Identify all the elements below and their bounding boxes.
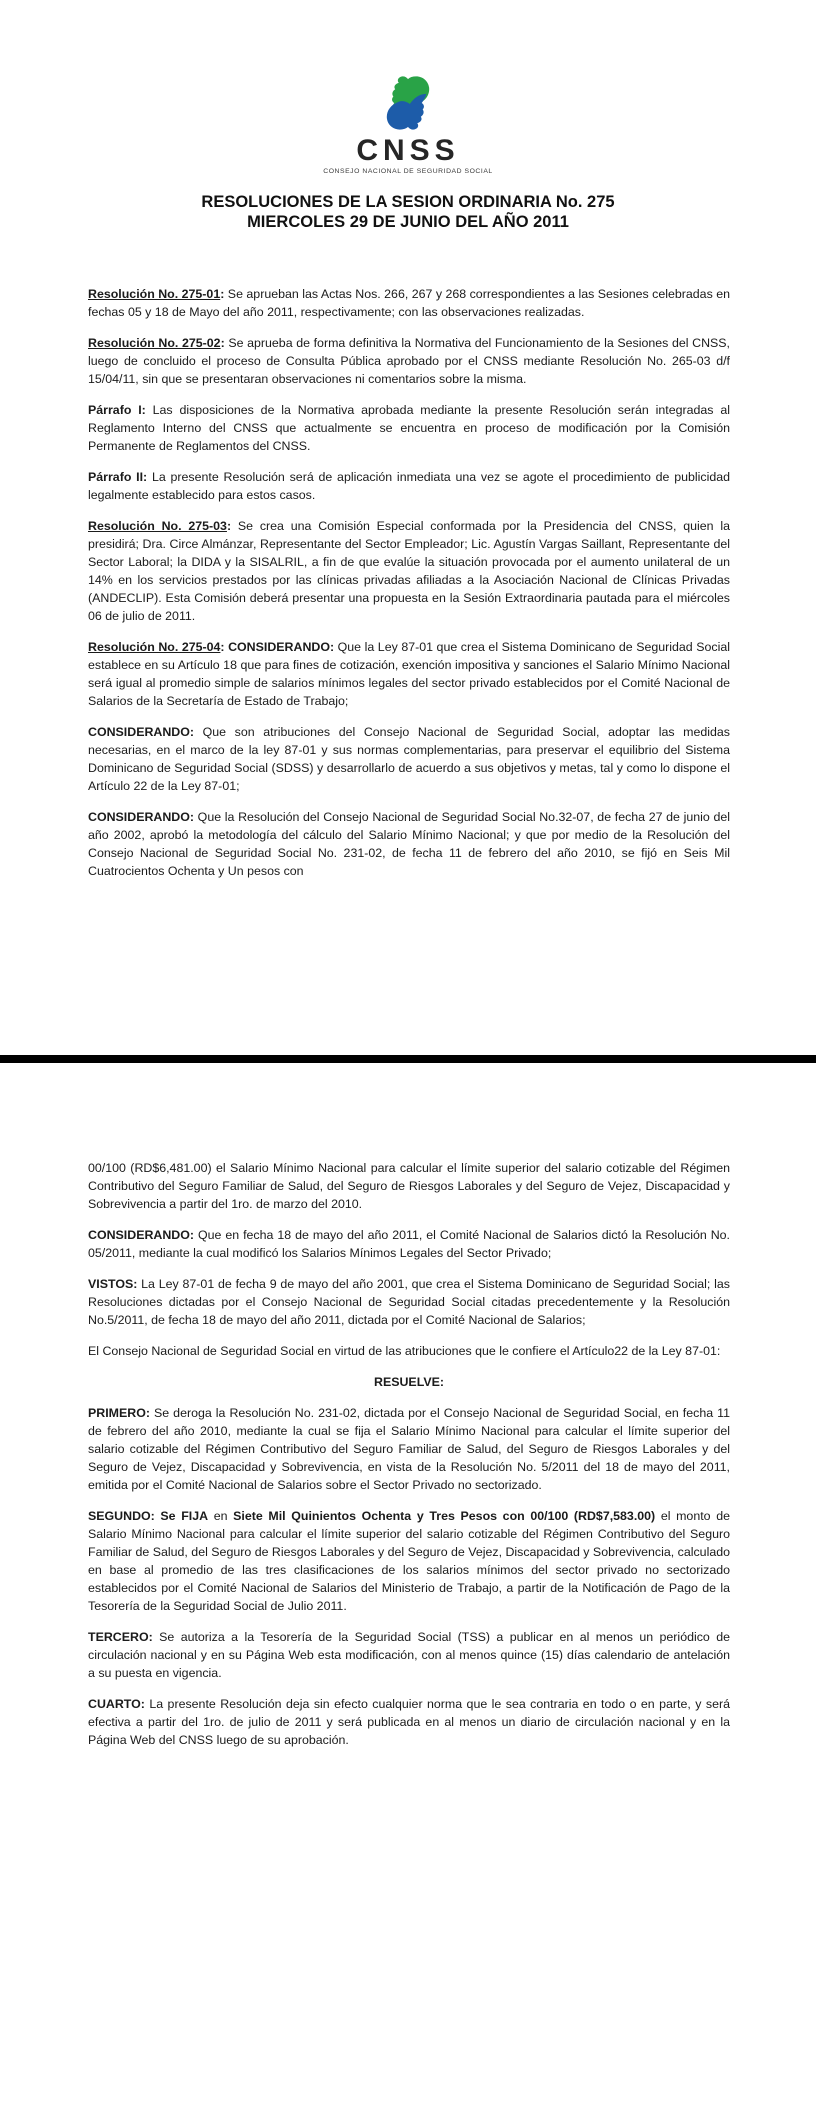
document-title-line2: MIERCOLES 29 DE JUNIO DEL AÑO 2011	[247, 213, 569, 231]
cnss-logo	[0, 0, 816, 175]
text-segment: Resolución No. 275-02	[88, 336, 221, 350]
text-segment: :	[226, 519, 232, 533]
resolution-275-02	[88, 334, 730, 388]
text-segment: Las disposiciones de la Normativa aprobada mediante la presente Resolución serán integradas al Reglamento Interno del CNSS que actualmente se encuentra en proceso de modificación por la Comisión Permanente de Reglamentos del CNSS.	[88, 403, 730, 453]
logo-subtitle: CONSEJO NACIONAL DE SEGURIDAD SOCIAL	[323, 168, 493, 175]
page2-content	[88, 1159, 730, 1762]
resolutivo-tercero	[88, 1628, 730, 1682]
text-segment: RESUELVE:	[374, 1375, 444, 1389]
resolution-275-01	[88, 285, 730, 321]
text-segment: 00/100 (RD$6,481.00) el Salario Mínimo Nacional para calcular el límite superior del salario cotizable del Régimen Contributivo del Seguro Familiar de Salud, del Seguro de Riesgos Laborales y del Seguro de Vejez, Discapacidad y Sobrevivencia a partir del 1ro. de marzo del 2010.	[88, 1161, 730, 1211]
parrafo-ii	[88, 468, 730, 504]
text-segment: Que la Resolución del Consejo Nacional de Seguridad Social No.32-07, de fecha 27 de junio del año 2002, aprobó la metodología del cálculo del Salario Mínimo Nacional; y que por medio de la Resolución del Consejo Nacional de Seguridad Social No. 231-02, de fecha 11 de febrero del año 2010, se fijó en Seis Mil Cuatrocientos Ochenta y Un pesos con	[88, 810, 730, 878]
text-segment: La Ley 87-01 de fecha 9 de mayo del año 2001, que crea el Sistema Dominicano de Seguridad Social; las Resoluciones dictadas por el Consejo Nacional de Seguridad Social citadas precedentemente y la Resolución No.5/2011, de fecha 18 de mayo del año 2011, dictada por el Comité Nacional de Salarios;	[88, 1277, 730, 1327]
text-segment: TERCERO:	[88, 1630, 153, 1644]
text-segment: Se aprueba de forma definitiva la Normativa del Funcionamiento de la Sesiones del CNSS, luego de concluido el proceso de Consulta Pública aprobado por el CNSS mediante Resolución No. 265-03 d/f 15/04/11, sin que se presentaran observaciones ni comentarios sobre la misma.	[88, 336, 730, 386]
page-separator	[0, 1055, 816, 1063]
text-segment: CONSIDERANDO:	[88, 725, 195, 739]
text-segment: Párrafo II:	[88, 470, 148, 484]
text-segment: :	[220, 287, 225, 301]
page1-content	[88, 252, 730, 893]
preambulo-resuelve	[88, 1342, 730, 1360]
resolutivo-cuarto	[88, 1695, 730, 1749]
resolutivo-primero	[88, 1404, 730, 1494]
resolution-275-04-considerando	[88, 638, 730, 710]
text-segment: Que son atribuciones del Consejo Nacional de Seguridad Social, adoptar las medidas necesarias, en el marco de la ley 87-01 y sus normas complementarias, para preservar el equilibrio del Sistema Dominicano de Seguridad Social (SDSS) y desarrollarlo de acuerdo a sus objetivos y metas, tal y como lo dispone el Artículo 22 de la Ley 87-01;	[88, 725, 730, 793]
logo-acronym: CNSS	[356, 134, 460, 167]
text-segment: El Consejo Nacional de Seguridad Social en virtud de las atribuciones que le confiere el Artículo22 de la Ley 87-01:	[88, 1344, 721, 1358]
text-segment: Siete Mil Quinientos Ochenta y Tres Pesos con 00/100 (RD$7,583.00)	[233, 1509, 656, 1523]
text-segment: Que en fecha 18 de mayo del año 2011, el Comité Nacional de Salarios dictó la Resolución No. 05/2011, mediante la cual modificó los Salarios Mínimos Legales del Sector Privado;	[88, 1228, 730, 1260]
text-segment: CONSIDERANDO:	[88, 1228, 195, 1242]
text-segment: el monto de Salario Mínimo Nacional para calcular el límite superior del salario cotizable del Régimen Contributivo del Seguro Familiar de Salud, del Seguro de Riesgos Laborales y del Seguro de Vejez, Discapacidad y Sobrevivencia, calculado en base al promedio de las tres clasificaciones de los salarios mínimos del sector privado no sectorizado establecidos por el Comité Nacional de Salarios del Ministerio de Trabajo, a partir de la Notificación de Pago de la Tesorería de la Seguridad Social de Julio 2011.	[88, 1509, 730, 1613]
cnss-hands-icon	[375, 74, 441, 132]
parrafo-i	[88, 401, 730, 455]
vistos	[88, 1275, 730, 1329]
document-title	[0, 192, 816, 232]
text-segment: Resolución No. 275-04	[88, 640, 221, 654]
text-segment: Que la Ley 87-01 que crea el Sistema Dominicano de Seguridad Social establece en su Artículo 18 que para fines de cotización, exención impositiva y sanciones el Salario Mínimo Nacional será igual al promedio simple de salarios mínimos legales del sector privado establecidos por el Comité Nacional de Salarios de la Secretaría de Estado de Trabajo;	[88, 640, 730, 708]
text-segment: Resolución No. 275-01	[88, 287, 221, 301]
resolutivo-segundo	[88, 1507, 730, 1615]
document-title-line1: RESOLUCIONES DE LA SESION ORDINARIA No. 275	[201, 193, 615, 211]
text-segment: Se aprueban las Actas Nos. 266, 267 y 268 correspondientes a las Sesiones celebradas en fechas 05 y 18 de Mayo del año 2011, respectivamente; con las observaciones realizadas.	[88, 287, 730, 319]
resolution-275-03	[88, 517, 730, 625]
text-segment: Se deroga la Resolución No. 231-02, dictada por el Consejo Nacional de Seguridad Social, en fecha 11 de febrero del año 2010, mediante la cual se fija el Salario Mínimo Nacional para calcular el límite superior del salario cotizable del Régimen Contributivo del Seguro Familiar de Salud, del Seguro de Riesgos Laborales y del Seguro de Vejez, Discapacidad y Sobrevivencia, en vista de la Resolución No. 5/2011 del 18 de mayo del 2011, emitida por el Comité Nacional de Salarios sobre el Sector Privado no sectorizado.	[88, 1406, 730, 1492]
text-segment: Se autoriza a la Tesorería de la Seguridad Social (TSS) a publicar en al menos un periódico de circulación nacional y en su Página Web esta modificación, con al menos quince (15) días calendario de antelación a su puesta en vigencia.	[88, 1630, 730, 1680]
text-segment: en	[208, 1509, 234, 1523]
continuation-salario-minimo	[88, 1159, 730, 1213]
text-segment: :	[220, 336, 225, 350]
text-segment: SEGUNDO: Se FIJA	[88, 1509, 209, 1523]
text-segment: : CONSIDERANDO:	[220, 640, 335, 654]
resuelve-heading	[88, 1373, 730, 1391]
text-segment: Se crea una Comisión Especial conformada por la Presidencia del CNSS, quien la presidirá; Dra. Circe Almánzar, Representante del Sector Empleador; Lic. Agustín Vargas Saillant, Representante del Sector Laboral; la DIDA y la SISALRIL, a fin de que evalúe la situación provocada por el aumento unilateral de un 14% en los servicios prestados por las clínicas privadas afiliadas a la Asociación Nacional de Clínicas Privadas (ANDECLIP). Esta Comisión deberá presentar una propuesta en la Sesión Extraordinaria pautada para el miércoles 06 de julio de 2011.	[88, 519, 730, 623]
text-segment: PRIMERO:	[88, 1406, 150, 1420]
text-segment: VISTOS:	[88, 1277, 138, 1291]
considerando-2	[88, 723, 730, 795]
text-segment: Resolución No. 275-03	[88, 519, 227, 533]
text-segment: CONSIDERANDO:	[88, 810, 195, 824]
considerando-3	[88, 808, 730, 880]
text-segment: Párrafo I:	[88, 403, 146, 417]
text-segment: CUARTO:	[88, 1697, 145, 1711]
considerando-4	[88, 1226, 730, 1262]
text-segment: La presente Resolución será de aplicación inmediata una vez se agote el procedimiento de publicidad legalmente establecido para estos casos.	[88, 470, 730, 502]
text-segment: La presente Resolución deja sin efecto cualquier norma que le sea contraria en todo o en parte, y será efectiva a partir del 1ro. de julio de 2011 y será publicada en al menos un diario de circulación nacional y en la Página Web del CNSS luego de su aprobación.	[88, 1697, 730, 1747]
